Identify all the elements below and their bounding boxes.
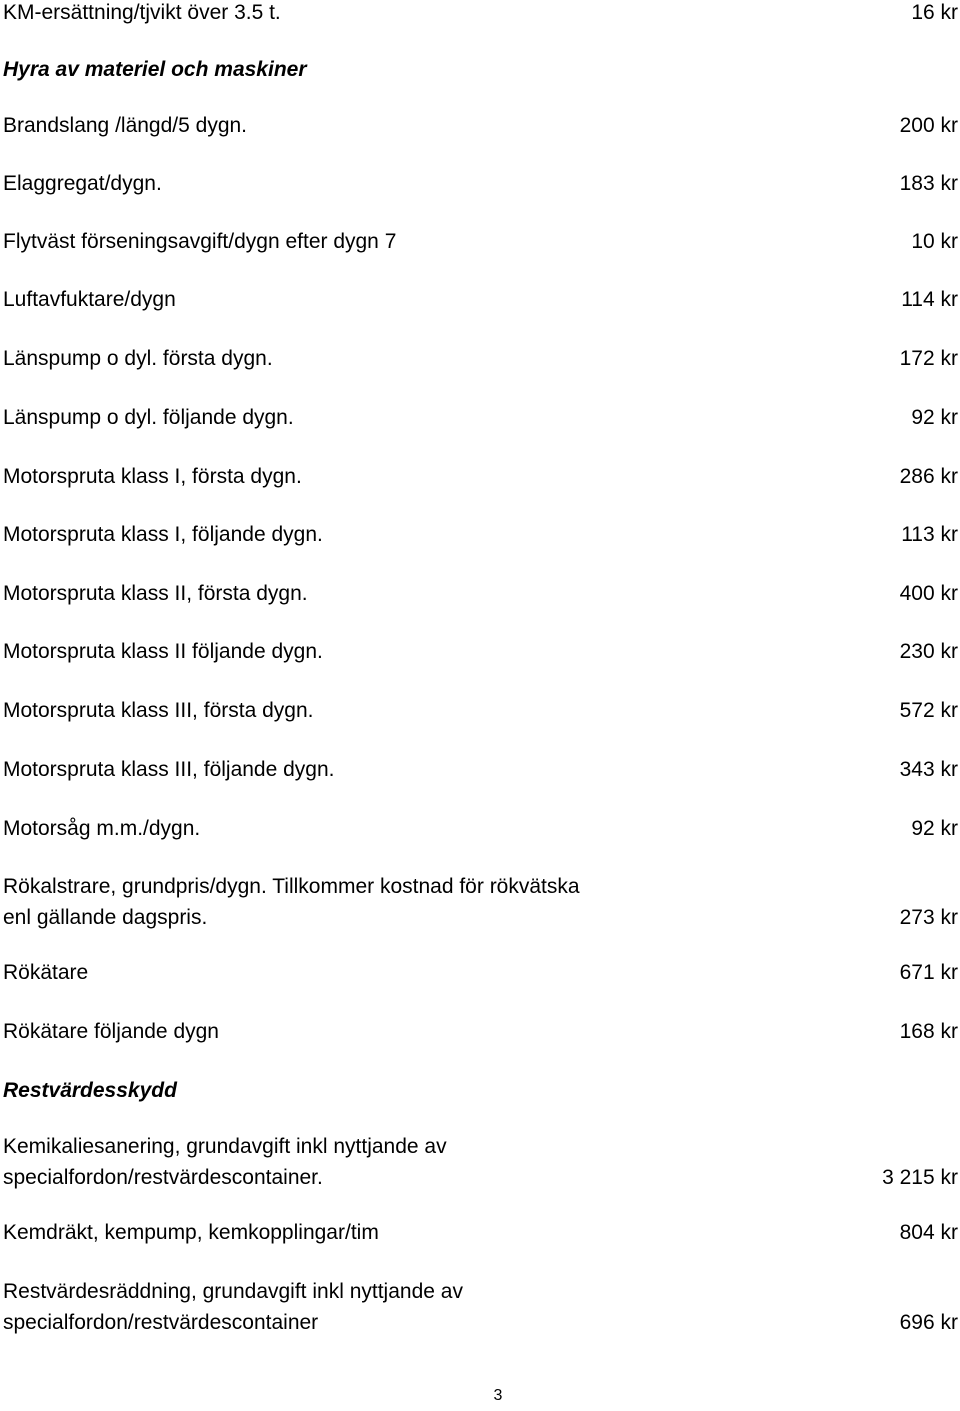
item-label: Motorspruta klass I, första dygn. [3, 465, 302, 488]
item-price: 343 kr [899, 758, 958, 781]
item-label: Motorsåg m.m./dygn. [3, 817, 201, 840]
item-label: Luftavfuktare/dygn [3, 288, 176, 311]
page-number: 3 [493, 1387, 503, 1404]
section-heading-restvarde: Restvärdesskydd [3, 1079, 177, 1102]
item-label-line: specialfordon/restvärdescontainer. [3, 1166, 323, 1189]
item-label-line: specialfordon/restvärdescontainer [3, 1311, 319, 1334]
item-price: 92 kr [911, 406, 958, 429]
item-label [3, 1131, 723, 1193]
item-label [3, 1276, 723, 1338]
item-label: Motorspruta klass III, första dygn. [3, 699, 314, 722]
item-price: 286 kr [899, 465, 958, 488]
item-price: 92 kr [911, 817, 958, 840]
item-price: 230 kr [899, 640, 958, 663]
item-label: Motorspruta klass II följande dygn. [3, 640, 323, 663]
item-label: Brandslang /längd/5 dygn. [3, 114, 248, 137]
item-price: 400 kr [899, 582, 958, 605]
item-label: KM-ersättning/tjvikt över 3.5 t. [3, 1, 281, 24]
item-label: Motorspruta klass II, första dygn. [3, 582, 308, 605]
item-price: 183 kr [899, 172, 958, 195]
item-label: Flytväst förseningsavgift/dygn efter dygn 7 [3, 230, 397, 253]
item-label: Motorspruta klass I, följande dygn. [3, 523, 323, 546]
item-price: 10 kr [911, 230, 958, 253]
item-label: Länspump o dyl. följande dygn. [3, 406, 294, 429]
item-label: Motorspruta klass III, följande dygn. [3, 758, 335, 781]
item-price: 671 kr [899, 961, 958, 984]
item-price: 273 kr [899, 906, 958, 929]
section-heading-hyra: Hyra av materiel och maskiner [3, 58, 307, 81]
item-label: Elaggregat/dygn. [3, 172, 162, 195]
item-label: Rökätare följande dygn [3, 1020, 219, 1043]
item-price: 172 kr [899, 347, 958, 370]
item-price: 804 kr [899, 1221, 958, 1244]
item-price: 168 kr [899, 1020, 958, 1043]
item-label: Länspump o dyl. första dygn. [3, 347, 273, 370]
item-price: 114 kr [901, 288, 958, 311]
item-label-line: Rökalstrare, grundpris/dygn. Tillkommer kostnad för rökvätska [3, 875, 580, 898]
item-price: 16 kr [911, 1, 958, 24]
item-label [3, 871, 723, 933]
item-label: Kemdräkt, kempump, kemkopplingar/tim [3, 1221, 379, 1244]
item-price: 200 kr [899, 114, 958, 137]
item-label: Rökätare [3, 961, 89, 984]
item-label-line: Restvärdesräddning, grundavgift inkl nyttjande av [3, 1280, 463, 1303]
item-label-line: enl gällande dagspris. [3, 906, 208, 929]
item-price: 572 kr [899, 699, 958, 722]
item-price: 3 215 kr [882, 1166, 958, 1189]
item-price: 113 kr [901, 523, 958, 546]
item-label-line: Kemikaliesanering, grundavgift inkl nyttjande av [3, 1135, 447, 1158]
item-price: 696 kr [899, 1311, 958, 1334]
